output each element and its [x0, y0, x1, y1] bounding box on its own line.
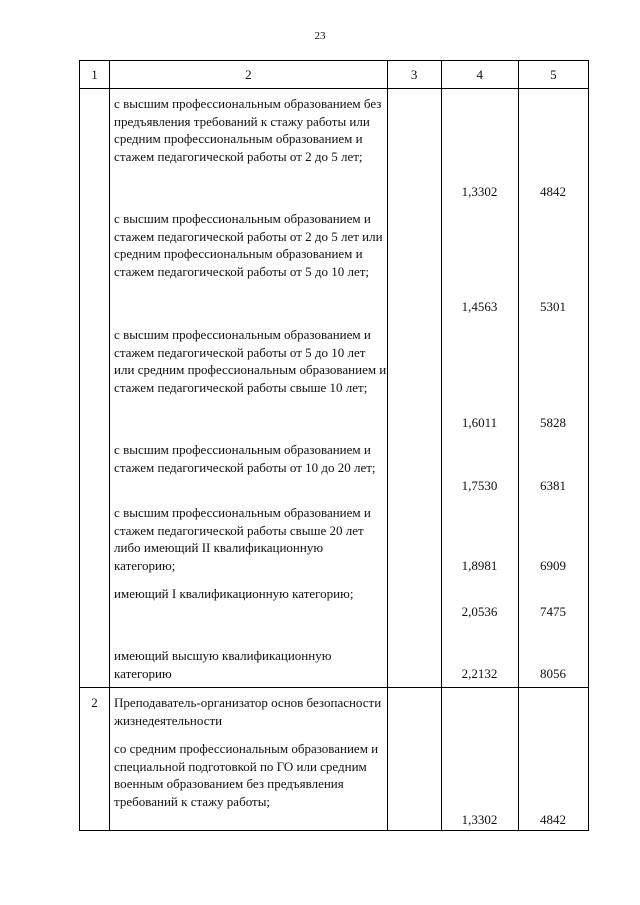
qualification-text: имеющий I квалификационную категорию;: [114, 586, 354, 601]
table-header-row: [80, 61, 589, 89]
list-item: [110, 694, 588, 729]
row-number: [80, 89, 110, 688]
qualification-text: имеющий высшую квалификационную категорию: [114, 648, 332, 681]
coefficient-value: 2,2132: [461, 665, 498, 681]
salary-value: 8056: [540, 665, 567, 681]
header-cell-3: 3: [387, 61, 441, 89]
table-row: [80, 89, 589, 688]
coefficient-value: 1,6011: [461, 414, 498, 430]
row-number: 2: [80, 688, 110, 831]
qualification-text: с высшим профессиональным образованием и стажем педагогической работы от 2 до 5 лет или средним профессиональным образованием и стажем педагогической работы от 5 до 10 лет;: [114, 211, 383, 279]
salary-value: 5828: [540, 414, 567, 430]
coefficient-value: [441, 694, 518, 729]
salary-value: 7475: [540, 603, 567, 619]
list-item: [110, 740, 588, 828]
list-item: [110, 95, 588, 200]
qualification-text: с высшим профессиональным образованием и стажем педагогической работы от 5 до 10 лет или средним профессиональным образованием и стажем педагогической работы свыше 10 лет;: [114, 327, 387, 395]
header-cell-1: 1: [80, 61, 110, 89]
table-row: [80, 688, 589, 831]
qualification-text: со средним профессиональным образованием и специальной подготовкой по ГО или средним военным образованием без предъявления требований к стажу работы;: [114, 741, 379, 809]
coefficient-value: 1,8981: [461, 557, 498, 573]
coefficient-value: 1,3302: [461, 811, 498, 827]
salary-value: 4842: [540, 811, 567, 827]
header-cell-2: 2: [110, 61, 388, 89]
header-cell-5: 5: [518, 61, 588, 89]
row-content: [110, 89, 589, 688]
row-content: [110, 688, 589, 831]
salary-value: 5301: [540, 298, 567, 314]
position-title: Преподаватель-организатор основ безопасности жизнедеятельности: [114, 695, 382, 728]
list-item: [110, 326, 588, 431]
qualification-text: с высшим профессиональным образованием и стажем педагогической работы от 10 до 20 лет;: [114, 442, 376, 475]
list-item: [110, 585, 588, 620]
qualification-text: с высшим профессиональным образованием и стажем педагогической работы свыше 20 лет либо имеющий II квалификационную категорию;: [114, 505, 371, 573]
coefficient-value: 1,7530: [461, 477, 498, 493]
qualification-text: с высшим профессиональным образованием без предъявления требований к стажу работы или средним профессиональным образованием и стажем педагогической работы от 2 до 5 лет;: [114, 96, 382, 164]
salary-value: 6381: [540, 477, 567, 493]
salary-value: 4842: [540, 183, 567, 199]
list-item: [110, 504, 588, 574]
list-item: [110, 210, 588, 315]
header-cell-4: 4: [441, 61, 518, 89]
coefficient-value: 2,0536: [461, 603, 498, 619]
coefficient-value: 1,3302: [461, 183, 498, 199]
list-item: [110, 647, 588, 682]
salary-value: 6909: [540, 557, 567, 573]
salary-value: [518, 694, 588, 729]
salary-table: [79, 60, 589, 831]
list-item: [110, 441, 588, 494]
page-number: 23: [314, 30, 326, 42]
coefficient-value: 1,4563: [461, 298, 498, 314]
